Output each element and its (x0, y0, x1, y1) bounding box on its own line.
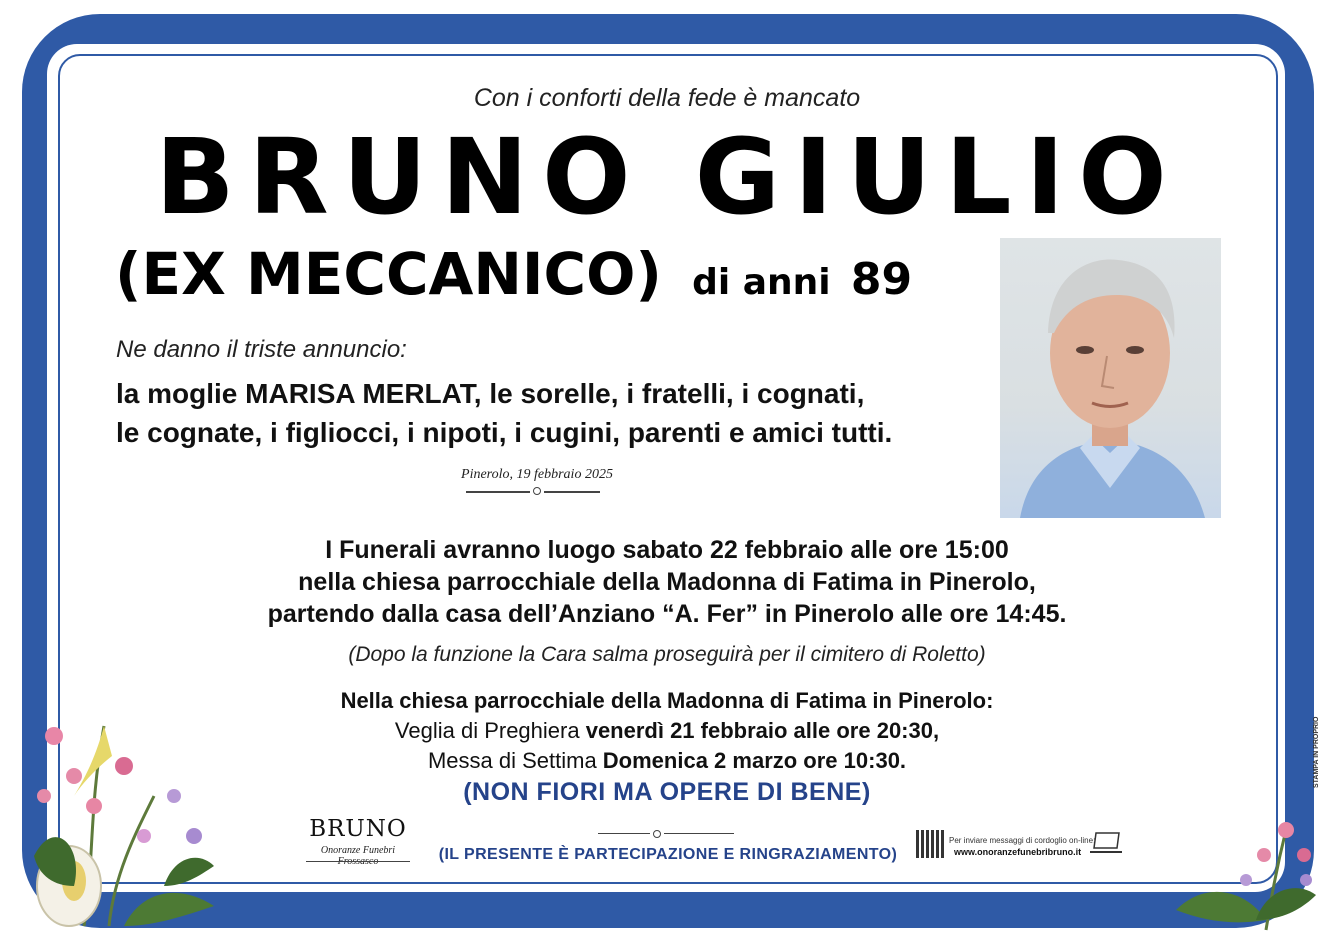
divider-ornament (466, 491, 530, 493)
flower-decoration-left (14, 686, 234, 932)
announce-text (116, 374, 892, 452)
profession: (EX MECCANICO) (115, 240, 662, 308)
funeral-home-logo: BRUNO (309, 816, 407, 842)
funeral-line: partendo dalla casa dell’Anziano “A. Fer” in Pinerolo alle ore 14:45. (267, 600, 1067, 628)
portrait-photo (1000, 238, 1221, 518)
no-flowers-note: (NON FIORI MA OPERE DI BENE) (463, 778, 871, 806)
funeral-home-subtitle: Onoranze Funebri (320, 845, 396, 856)
footer-ornament (598, 833, 650, 834)
announce-line: le cognate, i figliocci, i nipoti, i cugini, parenti e amici tutti. (116, 417, 893, 448)
funeral-line: I Funerali avranno luogo sabato 22 febbraio alle ore 15:00 (325, 536, 1009, 564)
profession-line (115, 240, 912, 308)
print-note: STAMPA IN PROPRIO (1313, 716, 1320, 788)
mass-line-time: Domenica 2 marzo ore 10:30. (602, 748, 907, 773)
announce-label: Ne danno il triste annuncio: (116, 336, 407, 363)
vigil-heading: Nella chiesa parrocchiale della Madonna di Fatima in Pinerolo: (340, 688, 994, 713)
condolence-url[interactable]: www.onoranzefunebribruno.it (954, 847, 1082, 857)
qr-code-icon[interactable] (916, 830, 944, 858)
vigil-line-time: venerdì 21 febbraio alle ore 20:30, (585, 718, 940, 743)
portrait-illustration (1000, 238, 1221, 518)
laptop-icon (1088, 830, 1124, 856)
condolence-label: Per inviare messaggi di cordoglio on-line: (949, 836, 1096, 845)
thanks-note: (IL PRESENTE È PARTECIPAZIONE E RINGRAZIAMENTO) (438, 846, 898, 863)
divider-ornament-dot (533, 487, 541, 495)
footer-ornament (664, 833, 734, 834)
funeral-line: nella chiesa parrocchiale della Madonna di Fatima in Pinerolo, (298, 568, 1036, 596)
intro-text: Con i conforti della fede è mancato (473, 84, 861, 112)
announce-line: la moglie MARISA MERLAT, le sorelle, i fratelli, i cognati, (116, 378, 865, 409)
divider-ornament (544, 491, 600, 493)
vigil-line-label: Veglia di Preghiera (394, 718, 586, 743)
flower-decoration-right (1156, 800, 1322, 932)
deceased-name: BRUNO GIULIO (155, 116, 1181, 238)
mass-line-label: Messa di Settima (427, 748, 603, 773)
funeral-info (0, 534, 1334, 630)
footer-ornament-dot (653, 830, 661, 838)
age-label: di anni (692, 262, 831, 303)
logo-underline (306, 861, 410, 862)
burial-note: (Dopo la funzione la Cara salma proseguirà per il cimitero di Roletto) (348, 643, 986, 666)
place-date: Pinerolo, 19 febbraio 2025 (461, 467, 613, 482)
age-value: 89 (850, 254, 913, 305)
